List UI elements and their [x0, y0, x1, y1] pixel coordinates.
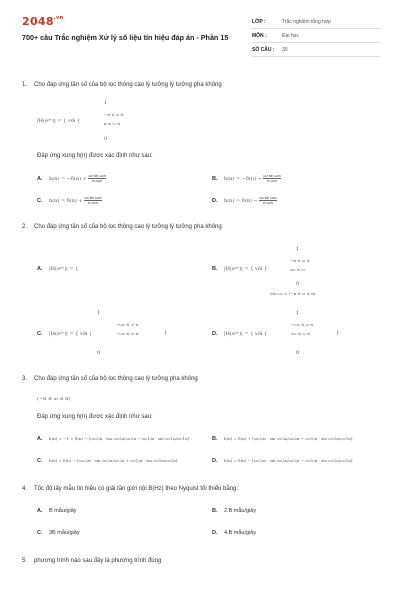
- formula-range: (−π ≤ ω ≤ π): [37, 396, 71, 402]
- question-number: 1.: [22, 82, 28, 88]
- fraction: [88, 174, 105, 183]
- meta-value: Trắc nghiệm tổng hợp: [282, 18, 331, 25]
- option-formula: h(n) = δ(n) −: [224, 197, 260, 204]
- option-key: D.: [212, 197, 218, 204]
- option-3c[interactable]: [37, 458, 177, 464]
- formula-range: −ωc ≤ ω ≤: [116, 331, 139, 336]
- option-formula: |H(eʲʷ)| = { với {: [224, 266, 268, 272]
- option-key: C.: [37, 530, 43, 536]
- option-key: D.: [212, 331, 218, 337]
- question-1: [22, 82, 222, 88]
- option-text: 4.B mẫu/giây: [224, 530, 257, 536]
- page-title: 700+ câu Trắc nghiệm Xử lý số liệu tín hiệu đáp án - Phần 15: [22, 33, 229, 42]
- option-formula: h(n) = −δ(n) −: [224, 175, 264, 182]
- option-2d[interactable]: [212, 331, 267, 337]
- question-2: [22, 224, 222, 230]
- option-1b[interactable]: [212, 174, 281, 183]
- option-1a[interactable]: [37, 174, 106, 183]
- option-key: D.: [212, 530, 218, 536]
- formula-brace: }: [336, 330, 340, 336]
- question-3: [22, 376, 198, 382]
- formula-range: −π ≤ ω ≤: [104, 112, 124, 117]
- formula-brace: }: [164, 330, 168, 336]
- formula-value: 1: [296, 310, 300, 316]
- option-formula: |H(eʲʷ)| = { với {: [224, 331, 268, 337]
- site-logo[interactable]: [22, 15, 63, 28]
- meta-value: 30: [282, 46, 288, 53]
- option-formula: h(n) = δ(n) + [ωc2/π · sin ωc2n/ωc2n − ωc1/π · sin ωc1n/ωc1n]: [224, 436, 353, 441]
- question-5: [22, 558, 161, 564]
- option-3b[interactable]: [212, 436, 352, 442]
- option-text: B mẫu/giây: [49, 508, 77, 514]
- meta-row-subject: [252, 29, 380, 43]
- meta-row-class: [252, 15, 380, 29]
- formula-range: −ωc ≤ ω ≤: [116, 322, 139, 327]
- option-formula: h(n) = −1 + δ(n) − [ωc2/π · sin ωc2n/ωc2n − ωc1/π · sin ωc1n/ωc1n]: [49, 436, 190, 441]
- meta-key: LỚP :: [252, 18, 266, 25]
- option-formula: h(n) = −δ(n) +: [49, 175, 89, 182]
- question-number: 3.: [22, 376, 28, 382]
- formula-value: 0: [97, 350, 101, 356]
- formula-value: 1: [296, 246, 300, 252]
- formula-value: 0: [104, 136, 108, 142]
- option-1d[interactable]: [212, 196, 277, 205]
- meta-row-count: [252, 43, 380, 57]
- option-3d[interactable]: [212, 458, 352, 464]
- option-key: C.: [37, 331, 43, 337]
- formula-value: 1: [104, 100, 108, 106]
- question-text: Cho đáp ứng tần số của bộ lọc thông cao lý tưởng pha không: [34, 376, 198, 382]
- option-text: 2.B mẫu/giây: [224, 508, 257, 514]
- fraction-numerator: ωc sin ωcn: [84, 196, 102, 200]
- option-key: A.: [37, 508, 43, 514]
- option-key: D.: [212, 458, 218, 464]
- option-1c[interactable]: [37, 196, 102, 205]
- fraction-numerator: ωc sin ωcn: [259, 196, 277, 200]
- fraction-denominator: π ωcn: [92, 179, 102, 183]
- meta-key: MÔN :: [252, 32, 267, 39]
- formula-range: −π ≤ ω ≤: [290, 258, 310, 263]
- option-text: 3B mẫu/giây: [49, 530, 80, 536]
- option-2a[interactable]: [37, 266, 78, 272]
- formula-range: ωc ≤ ω ≤: [291, 331, 311, 336]
- option-key: A.: [37, 175, 43, 182]
- fraction-denominator: π ωcn: [262, 201, 273, 205]
- formula-range: −ωc ≤ ω ≤: [291, 322, 314, 327]
- option-formula: |H(eʲʷ)| = {: [49, 266, 79, 272]
- option-key: A.: [37, 266, 43, 272]
- logo-text: 2048: [22, 15, 54, 28]
- option-4b[interactable]: [212, 508, 256, 514]
- question-text: Tốc độ lấy mẫu tín hiệu có giải tần giới nội B(Hz) theo Nyquist tối thiểu bằng:: [34, 486, 239, 492]
- fraction: [84, 196, 101, 205]
- option-key: B.: [212, 436, 218, 442]
- option-formula: h(n) = δ(n) +: [49, 197, 85, 204]
- question-text: Cho đáp ứng tần số của bộ lọc thông cao lý tưởng lý tưởng pha không: [34, 224, 222, 230]
- fraction-numerator: ωc sin ωcn: [88, 174, 106, 178]
- question-number: 5.: [22, 558, 28, 564]
- option-4d[interactable]: [212, 530, 256, 536]
- option-4a[interactable]: [37, 508, 77, 514]
- formula-condition: với ωc < (−π ≤ ω ≤ π): [270, 291, 316, 296]
- question-number: 4.: [22, 486, 28, 492]
- option-formula: h(n) = δ(n) − [ωc2/π · sin ωc2n/ωc2n + ωc1/π · sin ωc1n/ωc1n]: [49, 458, 178, 463]
- meta-table: [252, 15, 380, 57]
- formula-lhs: |H(eʲʷ)| = { với {: [37, 118, 81, 124]
- formula-value: 1: [97, 310, 101, 316]
- option-4c[interactable]: [37, 530, 80, 536]
- option-key: B.: [212, 508, 218, 514]
- option-formula: |H(eʲʷ)| = { với {: [49, 331, 93, 337]
- question-subtext: Đáp ứng xung h(n) được xác định như sau:: [37, 414, 153, 420]
- option-3a[interactable]: [37, 436, 189, 442]
- option-2c[interactable]: [37, 331, 92, 337]
- option-key: B.: [212, 175, 218, 182]
- formula-range: ωc ≤ ω: [290, 267, 305, 272]
- question-4: [22, 486, 238, 492]
- question-text: phương trình nào sau đây là phương trình đúng: [34, 558, 162, 564]
- question-text: Cho đáp ứng tần số của bộ lọc thông cao lý tưởng lý tưởng pha không: [34, 82, 222, 88]
- fraction: [259, 196, 276, 205]
- fraction-numerator: ωc sin ωcn: [263, 174, 281, 178]
- question-number: 2.: [22, 224, 28, 230]
- option-2b[interactable]: [212, 266, 267, 272]
- option-key: A.: [37, 436, 43, 442]
- meta-value: Đại học: [282, 32, 299, 39]
- option-key: C.: [37, 458, 43, 464]
- option-formula: h(n) = δ(n) − [ωc2/π · sin ωc2n/ωc2n − ωc1/π · sin ωc1n/ωc1n]: [224, 458, 353, 463]
- option-key: B.: [212, 266, 218, 272]
- formula-value: 0: [296, 350, 300, 356]
- fraction-denominator: π ωcn: [267, 179, 277, 183]
- option-key: C.: [37, 197, 43, 204]
- formula-range: π ≤ ω ≤: [104, 121, 121, 126]
- logo-suffix: .vn: [53, 15, 64, 21]
- question-subtext: Đáp ứng xung h(n) được xác định như sau:: [37, 153, 153, 159]
- formula-value: 0: [296, 281, 300, 287]
- fraction-denominator: π ωcn: [87, 201, 98, 205]
- fraction: [263, 174, 280, 183]
- meta-key: SỐ CÂU :: [252, 46, 275, 53]
